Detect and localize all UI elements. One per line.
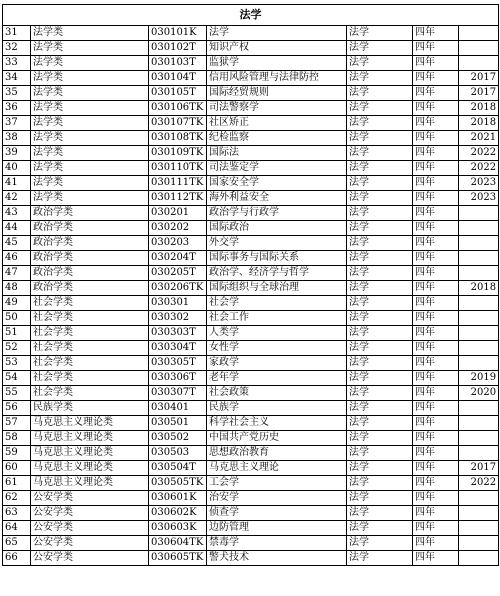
major-code-cell: 030201	[149, 206, 207, 221]
duration-cell: 四年	[413, 236, 459, 251]
table-row	[3, 551, 499, 566]
major-name-cell: 中国共产党历史	[207, 431, 347, 446]
major-code-cell: 030304T	[149, 341, 207, 356]
table-row	[3, 446, 499, 461]
year-added-cell: 2018	[459, 281, 499, 296]
duration-cell: 四年	[413, 191, 459, 206]
year-added-cell: 2017	[459, 71, 499, 86]
discipline-cell: 法学	[347, 176, 413, 191]
major-code-cell: 030112TK	[149, 191, 207, 206]
discipline-cell: 法学	[347, 551, 413, 566]
major-name-cell: 国际政治	[207, 221, 347, 236]
major-code-cell: 030305T	[149, 356, 207, 371]
major-code-cell: 030501	[149, 416, 207, 431]
row-number-cell: 34	[3, 71, 31, 86]
major-code-cell: 030505TK	[149, 476, 207, 491]
year-added-cell: 2021	[459, 131, 499, 146]
discipline-cell: 法学	[347, 251, 413, 266]
row-number-cell: 64	[3, 521, 31, 536]
duration-cell: 四年	[413, 26, 459, 41]
major-code-cell: 030108TK	[149, 131, 207, 146]
category-cell: 马克思主义理论类	[31, 416, 149, 431]
year-added-cell	[459, 251, 499, 266]
major-name-cell: 知识产权	[207, 41, 347, 56]
duration-cell: 四年	[413, 281, 459, 296]
category-cell: 社会学类	[31, 311, 149, 326]
category-cell: 政治学类	[31, 266, 149, 281]
major-name-cell: 国际法	[207, 146, 347, 161]
discipline-cell: 法学	[347, 416, 413, 431]
discipline-cell: 法学	[347, 26, 413, 41]
category-cell: 法学类	[31, 176, 149, 191]
discipline-cell: 法学	[347, 491, 413, 506]
table-title: 法学	[3, 5, 499, 26]
major-code-cell: 030504T	[149, 461, 207, 476]
table-row	[3, 491, 499, 506]
table-row	[3, 311, 499, 326]
row-number-cell: 50	[3, 311, 31, 326]
year-added-cell: 2018	[459, 116, 499, 131]
year-added-cell	[459, 416, 499, 431]
duration-cell: 四年	[413, 506, 459, 521]
year-added-cell	[459, 311, 499, 326]
year-added-cell: 2017	[459, 86, 499, 101]
duration-cell: 四年	[413, 131, 459, 146]
discipline-cell: 法学	[347, 326, 413, 341]
category-cell: 公安学类	[31, 536, 149, 551]
table-row	[3, 521, 499, 536]
duration-cell: 四年	[413, 461, 459, 476]
row-number-cell: 61	[3, 476, 31, 491]
major-code-cell: 030502	[149, 431, 207, 446]
major-name-cell: 社会工作	[207, 311, 347, 326]
row-number-cell: 33	[3, 56, 31, 71]
discipline-cell: 法学	[347, 476, 413, 491]
duration-cell: 四年	[413, 431, 459, 446]
row-number-cell: 38	[3, 131, 31, 146]
table-row	[3, 281, 499, 296]
duration-cell: 四年	[413, 491, 459, 506]
year-added-cell	[459, 206, 499, 221]
row-number-cell: 32	[3, 41, 31, 56]
year-added-cell	[459, 266, 499, 281]
major-code-cell: 030104T	[149, 71, 207, 86]
discipline-cell: 法学	[347, 536, 413, 551]
major-code-cell: 030306T	[149, 371, 207, 386]
duration-cell: 四年	[413, 551, 459, 566]
category-cell: 法学类	[31, 26, 149, 41]
category-cell: 民族学类	[31, 401, 149, 416]
major-name-cell: 政治学与行政学	[207, 206, 347, 221]
table-row	[3, 506, 499, 521]
row-number-cell: 49	[3, 296, 31, 311]
table-row	[3, 191, 499, 206]
category-cell: 社会学类	[31, 386, 149, 401]
year-added-cell	[459, 536, 499, 551]
discipline-cell: 法学	[347, 41, 413, 56]
duration-cell: 四年	[413, 56, 459, 71]
category-cell: 政治学类	[31, 281, 149, 296]
major-name-cell: 国际组织与全球治理	[207, 281, 347, 296]
row-number-cell: 56	[3, 401, 31, 416]
category-cell: 法学类	[31, 86, 149, 101]
table-row	[3, 86, 499, 101]
major-name-cell: 国际经贸规则	[207, 86, 347, 101]
year-added-cell: 2022	[459, 476, 499, 491]
duration-cell: 四年	[413, 446, 459, 461]
table-row	[3, 326, 499, 341]
major-code-cell: 030302	[149, 311, 207, 326]
discipline-cell: 法学	[347, 506, 413, 521]
row-number-cell: 65	[3, 536, 31, 551]
table-row	[3, 131, 499, 146]
category-cell: 法学类	[31, 191, 149, 206]
duration-cell: 四年	[413, 296, 459, 311]
row-number-cell: 39	[3, 146, 31, 161]
table-row	[3, 461, 499, 476]
major-name-cell: 侦查学	[207, 506, 347, 521]
table-row	[3, 416, 499, 431]
table-row	[3, 401, 499, 416]
major-code-cell: 030110TK	[149, 161, 207, 176]
major-name-cell: 人类学	[207, 326, 347, 341]
duration-cell: 四年	[413, 221, 459, 236]
duration-cell: 四年	[413, 71, 459, 86]
row-number-cell: 59	[3, 446, 31, 461]
discipline-cell: 法学	[347, 56, 413, 71]
discipline-cell: 法学	[347, 131, 413, 146]
discipline-cell: 法学	[347, 386, 413, 401]
row-number-cell: 52	[3, 341, 31, 356]
major-code-cell: 030503	[149, 446, 207, 461]
table-row	[3, 101, 499, 116]
category-cell: 法学类	[31, 116, 149, 131]
major-name-cell: 信用风险管理与法律防控	[207, 71, 347, 86]
duration-cell: 四年	[413, 341, 459, 356]
duration-cell: 四年	[413, 311, 459, 326]
category-cell: 公安学类	[31, 551, 149, 566]
duration-cell: 四年	[413, 386, 459, 401]
major-name-cell: 社区矫正	[207, 116, 347, 131]
major-name-cell: 司法警察学	[207, 101, 347, 116]
duration-cell: 四年	[413, 86, 459, 101]
major-name-cell: 老年学	[207, 371, 347, 386]
table-row	[3, 56, 499, 71]
duration-cell: 四年	[413, 116, 459, 131]
table-row	[3, 71, 499, 86]
category-cell: 马克思主义理论类	[31, 461, 149, 476]
discipline-cell: 法学	[347, 446, 413, 461]
category-cell: 政治学类	[31, 236, 149, 251]
row-number-cell: 53	[3, 356, 31, 371]
year-added-cell: 2018	[459, 101, 499, 116]
year-added-cell	[459, 41, 499, 56]
major-name-cell: 外交学	[207, 236, 347, 251]
row-number-cell: 54	[3, 371, 31, 386]
discipline-cell: 法学	[347, 86, 413, 101]
major-name-cell: 工会学	[207, 476, 347, 491]
major-code-cell: 030303T	[149, 326, 207, 341]
table-row	[3, 431, 499, 446]
year-added-cell	[459, 446, 499, 461]
duration-cell: 四年	[413, 476, 459, 491]
duration-cell: 四年	[413, 401, 459, 416]
discipline-cell: 法学	[347, 101, 413, 116]
duration-cell: 四年	[413, 371, 459, 386]
table-row	[3, 146, 499, 161]
row-number-cell: 47	[3, 266, 31, 281]
major-name-cell: 司法鉴定学	[207, 161, 347, 176]
year-added-cell: 2022	[459, 161, 499, 176]
discipline-cell: 法学	[347, 71, 413, 86]
year-added-cell	[459, 521, 499, 536]
table-row	[3, 161, 499, 176]
table-row	[3, 26, 499, 41]
discipline-cell: 法学	[347, 221, 413, 236]
table-row	[3, 266, 499, 281]
duration-cell: 四年	[413, 521, 459, 536]
row-number-cell: 35	[3, 86, 31, 101]
major-name-cell: 社会学	[207, 296, 347, 311]
category-cell: 法学类	[31, 161, 149, 176]
year-added-cell	[459, 431, 499, 446]
row-number-cell: 63	[3, 506, 31, 521]
row-number-cell: 36	[3, 101, 31, 116]
row-number-cell: 31	[3, 26, 31, 41]
major-code-cell: 030301	[149, 296, 207, 311]
row-number-cell: 60	[3, 461, 31, 476]
category-cell: 马克思主义理论类	[31, 446, 149, 461]
major-code-cell: 030604TK	[149, 536, 207, 551]
table-row	[3, 206, 499, 221]
major-code-cell: 030204T	[149, 251, 207, 266]
duration-cell: 四年	[413, 176, 459, 191]
major-name-cell: 治安学	[207, 491, 347, 506]
row-number-cell: 57	[3, 416, 31, 431]
major-code-cell: 030206TK	[149, 281, 207, 296]
year-added-cell	[459, 26, 499, 41]
row-number-cell: 62	[3, 491, 31, 506]
table-row	[3, 41, 499, 56]
major-code-cell: 030106TK	[149, 101, 207, 116]
category-cell: 公安学类	[31, 506, 149, 521]
table-row	[3, 371, 499, 386]
major-name-cell: 禁毒学	[207, 536, 347, 551]
major-code-cell: 030605TK	[149, 551, 207, 566]
table-row	[3, 356, 499, 371]
major-name-cell: 国家安全学	[207, 176, 347, 191]
table-row	[3, 116, 499, 131]
year-added-cell	[459, 551, 499, 566]
duration-cell: 四年	[413, 101, 459, 116]
category-cell: 公安学类	[31, 491, 149, 506]
major-name-cell: 马克思主义理论	[207, 461, 347, 476]
major-name-cell: 思想政治教育	[207, 446, 347, 461]
major-name-cell: 警犬技术	[207, 551, 347, 566]
year-added-cell	[459, 221, 499, 236]
category-cell: 马克思主义理论类	[31, 431, 149, 446]
major-code-cell: 030202	[149, 221, 207, 236]
discipline-cell: 法学	[347, 461, 413, 476]
discipline-cell: 法学	[347, 266, 413, 281]
category-cell: 公安学类	[31, 521, 149, 536]
discipline-cell: 法学	[347, 206, 413, 221]
discipline-cell: 法学	[347, 116, 413, 131]
category-cell: 法学类	[31, 146, 149, 161]
major-code-cell: 030103T	[149, 56, 207, 71]
major-code-cell: 030603K	[149, 521, 207, 536]
row-number-cell: 51	[3, 326, 31, 341]
major-name-cell: 海外利益安全	[207, 191, 347, 206]
discipline-cell: 法学	[347, 521, 413, 536]
row-number-cell: 43	[3, 206, 31, 221]
major-code-cell: 030101K	[149, 26, 207, 41]
discipline-cell: 法学	[347, 341, 413, 356]
table-row	[3, 476, 499, 491]
category-cell: 社会学类	[31, 371, 149, 386]
year-added-cell: 2022	[459, 146, 499, 161]
year-added-cell	[459, 326, 499, 341]
table-row	[3, 176, 499, 191]
category-cell: 马克思主义理论类	[31, 476, 149, 491]
category-cell: 法学类	[31, 101, 149, 116]
table-row	[3, 386, 499, 401]
row-number-cell: 44	[3, 221, 31, 236]
major-code-cell: 030601K	[149, 491, 207, 506]
category-cell: 政治学类	[31, 251, 149, 266]
category-cell: 政治学类	[31, 221, 149, 236]
major-name-cell: 纪检监察	[207, 131, 347, 146]
major-name-cell: 法学	[207, 26, 347, 41]
discipline-cell: 法学	[347, 146, 413, 161]
major-name-cell: 监狱学	[207, 56, 347, 71]
category-cell: 法学类	[31, 71, 149, 86]
duration-cell: 四年	[413, 251, 459, 266]
major-code-cell: 030111TK	[149, 176, 207, 191]
row-number-cell: 46	[3, 251, 31, 266]
year-added-cell: 2017	[459, 461, 499, 476]
row-number-cell: 48	[3, 281, 31, 296]
major-code-cell: 030203	[149, 236, 207, 251]
year-added-cell: 2023	[459, 191, 499, 206]
major-code-cell: 030107TK	[149, 116, 207, 131]
duration-cell: 四年	[413, 356, 459, 371]
major-code-cell: 030401	[149, 401, 207, 416]
table-row	[3, 221, 499, 236]
year-added-cell: 2023	[459, 176, 499, 191]
discipline-cell: 法学	[347, 281, 413, 296]
year-added-cell	[459, 401, 499, 416]
discipline-cell: 法学	[347, 161, 413, 176]
major-name-cell: 科学社会主义	[207, 416, 347, 431]
major-name-cell: 女性学	[207, 341, 347, 356]
row-number-cell: 41	[3, 176, 31, 191]
majors-table	[2, 4, 499, 566]
major-code-cell: 030109TK	[149, 146, 207, 161]
duration-cell: 四年	[413, 206, 459, 221]
duration-cell: 四年	[413, 266, 459, 281]
discipline-cell: 法学	[347, 236, 413, 251]
major-name-cell: 国际事务与国际关系	[207, 251, 347, 266]
category-cell: 社会学类	[31, 356, 149, 371]
row-number-cell: 42	[3, 191, 31, 206]
year-added-cell	[459, 296, 499, 311]
row-number-cell: 37	[3, 116, 31, 131]
year-added-cell: 2019	[459, 371, 499, 386]
major-code-cell: 030307T	[149, 386, 207, 401]
major-code-cell: 030602K	[149, 506, 207, 521]
discipline-cell: 法学	[347, 356, 413, 371]
discipline-cell: 法学	[347, 296, 413, 311]
discipline-cell: 法学	[347, 311, 413, 326]
discipline-cell: 法学	[347, 191, 413, 206]
discipline-cell: 法学	[347, 401, 413, 416]
category-cell: 社会学类	[31, 326, 149, 341]
row-number-cell: 45	[3, 236, 31, 251]
major-name-cell: 社会政策	[207, 386, 347, 401]
year-added-cell	[459, 506, 499, 521]
row-number-cell: 58	[3, 431, 31, 446]
category-cell: 政治学类	[31, 206, 149, 221]
discipline-cell: 法学	[347, 371, 413, 386]
year-added-cell	[459, 491, 499, 506]
row-number-cell: 55	[3, 386, 31, 401]
category-cell: 社会学类	[31, 341, 149, 356]
duration-cell: 四年	[413, 416, 459, 431]
duration-cell: 四年	[413, 161, 459, 176]
category-cell: 法学类	[31, 56, 149, 71]
year-added-cell: 2020	[459, 386, 499, 401]
duration-cell: 四年	[413, 41, 459, 56]
major-code-cell: 030102T	[149, 41, 207, 56]
duration-cell: 四年	[413, 326, 459, 341]
table-row	[3, 296, 499, 311]
title-row	[3, 5, 499, 26]
year-added-cell	[459, 341, 499, 356]
year-added-cell	[459, 56, 499, 71]
table-row	[3, 236, 499, 251]
major-name-cell: 边防管理	[207, 521, 347, 536]
table-row	[3, 536, 499, 551]
year-added-cell	[459, 236, 499, 251]
major-name-cell: 家政学	[207, 356, 347, 371]
category-cell: 法学类	[31, 41, 149, 56]
major-code-cell: 030205T	[149, 266, 207, 281]
duration-cell: 四年	[413, 536, 459, 551]
table-row	[3, 251, 499, 266]
row-number-cell: 40	[3, 161, 31, 176]
major-code-cell: 030105T	[149, 86, 207, 101]
duration-cell: 四年	[413, 146, 459, 161]
discipline-cell: 法学	[347, 431, 413, 446]
spreadsheet	[2, 4, 498, 566]
year-added-cell	[459, 356, 499, 371]
table-row	[3, 341, 499, 356]
category-cell: 社会学类	[31, 296, 149, 311]
row-number-cell: 66	[3, 551, 31, 566]
category-cell: 法学类	[31, 131, 149, 146]
major-name-cell: 政治学、经济学与哲学	[207, 266, 347, 281]
major-name-cell: 民族学	[207, 401, 347, 416]
